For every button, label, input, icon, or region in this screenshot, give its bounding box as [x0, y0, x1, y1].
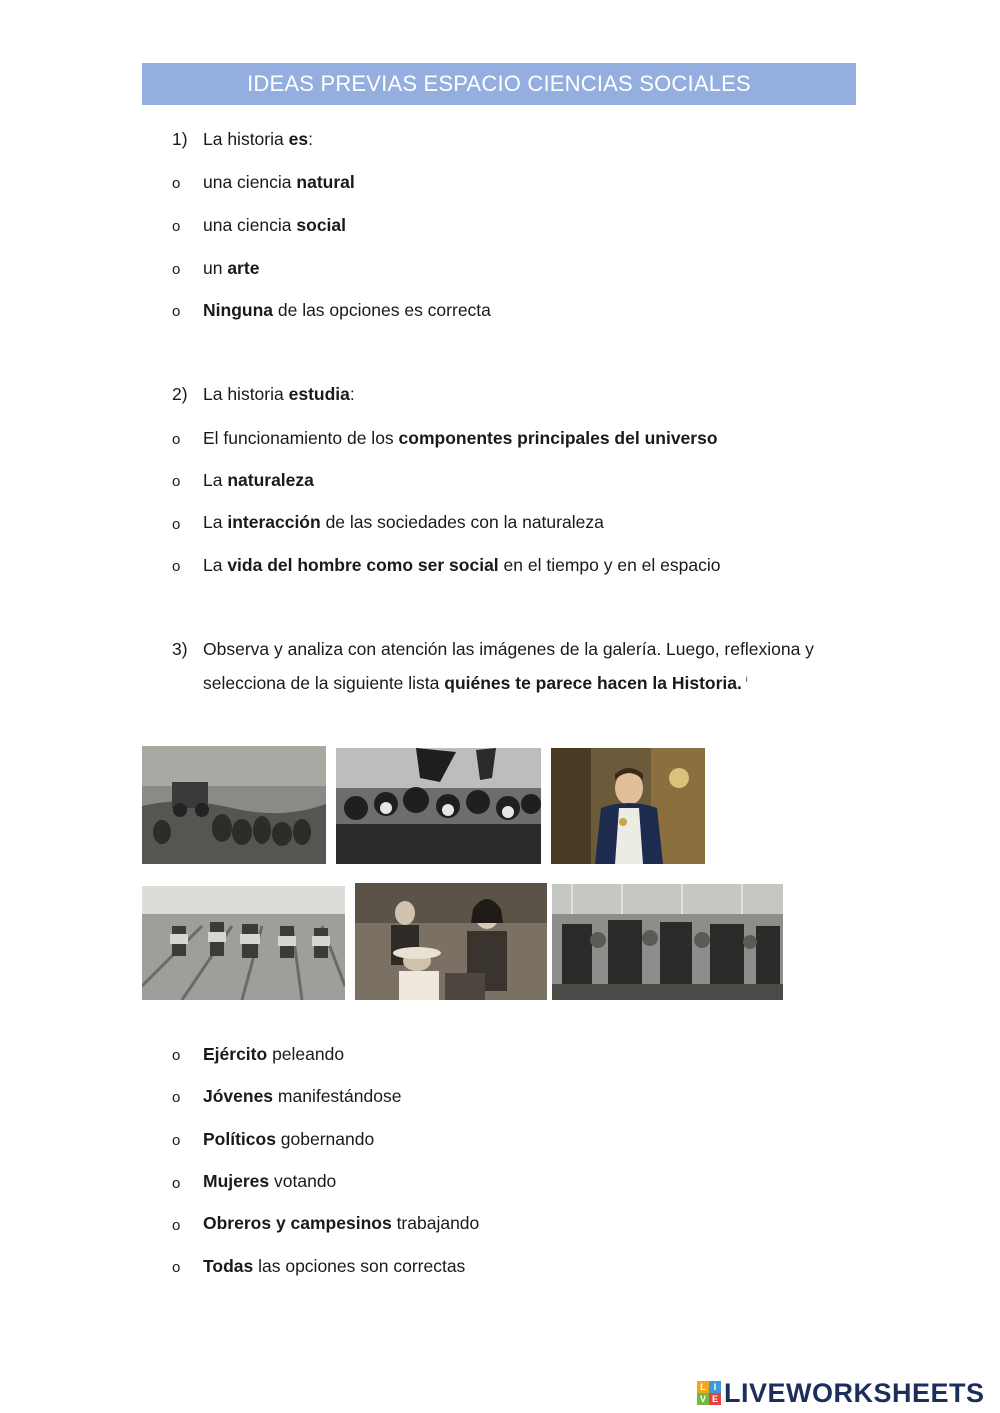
- peasants-field-photo: [142, 886, 345, 1000]
- youth-protest-photo: [336, 748, 541, 864]
- option-naturaleza[interactable]: La naturaleza: [203, 470, 314, 490]
- question-prompt-line2: selecciona de la siguiente lista quiénes te parece hacen la Historia. $^i$: [203, 673, 748, 693]
- option-jovenes[interactable]: Jóvenes manifestándose: [203, 1086, 402, 1106]
- option-arte[interactable]: un arte: [203, 258, 260, 278]
- option-ejercito[interactable]: Ejército peleando: [203, 1044, 345, 1064]
- radio-bullet[interactable]: o: [172, 1132, 181, 1149]
- page-title: IDEAS PREVIAS ESPACIO CIENCIAS SOCIALES: [142, 63, 856, 105]
- option-vida-hombre[interactable]: La vida del hombre como ser social en el tiempo y en el espacio: [203, 555, 721, 575]
- radio-bullet[interactable]: o: [172, 175, 181, 192]
- soldiers-photo: [142, 746, 326, 864]
- option-interaccion[interactable]: La interacción de las sociedades con la naturaleza: [203, 512, 604, 532]
- footnote-marker: i: [745, 675, 748, 685]
- radio-bullet[interactable]: o: [172, 1217, 181, 1234]
- option-mujeres[interactable]: Mujeres votando: [203, 1171, 337, 1191]
- question-number: 1): [172, 129, 188, 149]
- radio-bullet[interactable]: o: [172, 516, 181, 533]
- napoleon-portrait: [551, 748, 705, 864]
- logo-letter: E: [709, 1393, 721, 1405]
- option-social[interactable]: una ciencia social: [203, 215, 347, 235]
- option-todas[interactable]: Todas las opciones son correctas: [203, 1256, 466, 1276]
- women-voting-photo: [355, 883, 547, 1000]
- logo-wordmark: LIVEWORKSHEETS: [724, 1377, 985, 1408]
- question-prompt-line1: Observa y analiza con atención las imágenes de la galería. Luego, reflexiona y: [203, 639, 814, 659]
- liveworksheets-logo[interactable]: [697, 1378, 985, 1408]
- radio-bullet[interactable]: o: [172, 1175, 181, 1192]
- option-ninguna[interactable]: Ninguna de las opciones es correcta: [203, 300, 491, 320]
- option-natural[interactable]: una ciencia natural: [203, 172, 355, 192]
- radio-bullet[interactable]: o: [172, 558, 181, 575]
- radio-bullet[interactable]: o: [172, 1089, 181, 1106]
- option-obreros[interactable]: Obreros y campesinos trabajando: [203, 1213, 480, 1233]
- question-number: 3): [172, 639, 188, 659]
- logo-letter: I: [709, 1381, 721, 1393]
- radio-bullet[interactable]: o: [172, 431, 181, 448]
- factory-workers-photo: [552, 884, 783, 1000]
- option-universo[interactable]: El funcionamiento de los componentes principales del universo: [203, 428, 718, 448]
- question-number: 2): [172, 384, 188, 404]
- logo-letter: V: [697, 1393, 709, 1405]
- question-prompt: La historia es:: [203, 129, 313, 149]
- radio-bullet[interactable]: o: [172, 1259, 181, 1276]
- logo-mark-icon: [697, 1381, 721, 1405]
- radio-bullet[interactable]: o: [172, 261, 181, 278]
- radio-bullet[interactable]: o: [172, 218, 181, 235]
- radio-bullet[interactable]: o: [172, 1047, 181, 1064]
- radio-bullet[interactable]: o: [172, 303, 181, 320]
- question-prompt: La historia estudia:: [203, 384, 355, 404]
- radio-bullet[interactable]: o: [172, 473, 181, 490]
- logo-letter: L: [697, 1381, 709, 1393]
- option-politicos[interactable]: Políticos gobernando: [203, 1129, 375, 1149]
